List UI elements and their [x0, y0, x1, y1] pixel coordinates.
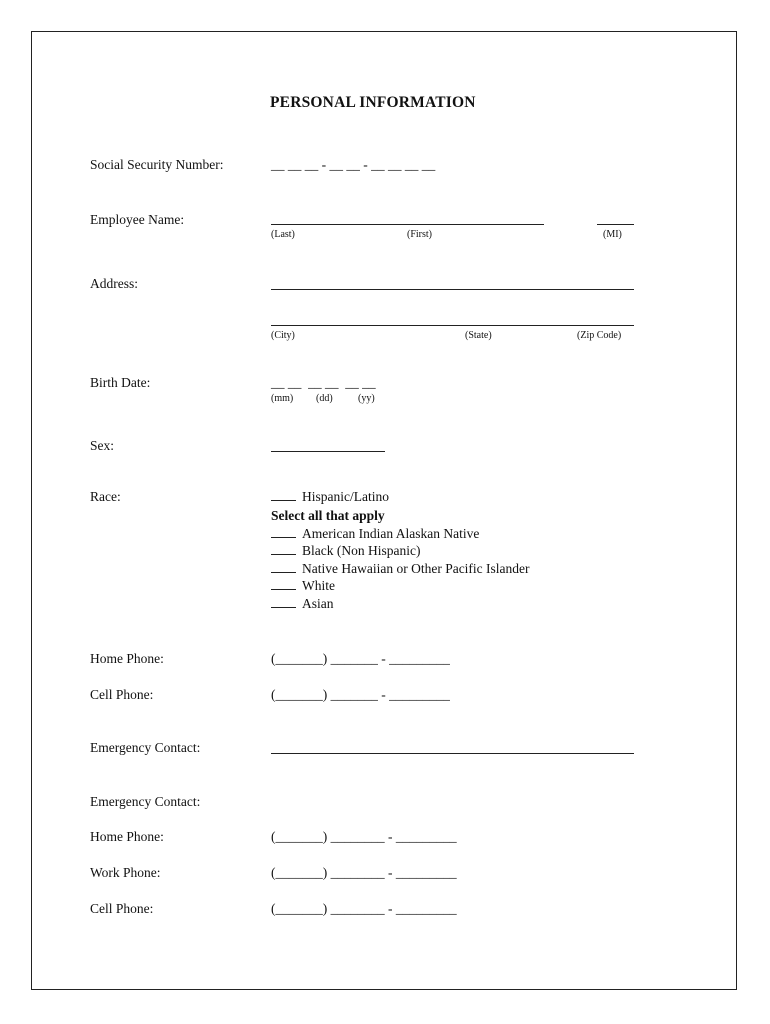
first-caption: (First) — [407, 229, 432, 240]
race-select-note: Select all that apply — [271, 508, 385, 523]
city-caption: (City) — [271, 330, 295, 341]
emergency-contact-2-label: Emergency Contact: — [90, 794, 201, 809]
race-checkbox-line[interactable] — [271, 561, 296, 573]
cell-phone-field[interactable]: (_______) _______ - _________ — [271, 687, 450, 702]
race-checkbox-line[interactable] — [271, 543, 296, 555]
zip-caption: (Zip Code) — [577, 330, 622, 341]
race-checkbox-line[interactable] — [271, 596, 296, 608]
employee-mi-line[interactable] — [597, 224, 634, 225]
last-caption: (Last) — [271, 229, 295, 240]
race-option-white[interactable] — [271, 577, 335, 595]
sex-label: Sex: — [90, 438, 115, 453]
race-option-label: Black (Non Hispanic) — [302, 543, 421, 558]
ec-work-phone-field[interactable]: (_______) ________ - _________ — [271, 865, 457, 880]
ec-cell-phone-label: Cell Phone: — [90, 901, 154, 916]
employee-name-line[interactable] — [271, 224, 544, 225]
birth-date-field[interactable]: __ __ __ __ __ __ — [271, 375, 376, 390]
mm-caption: (mm) — [271, 393, 294, 404]
race-checkbox-line[interactable] — [271, 578, 296, 590]
address-line-1[interactable] — [271, 289, 634, 290]
race-option-label: Hispanic/Latino — [302, 489, 389, 504]
ec-home-phone-field[interactable]: (_______) ________ - _________ — [271, 829, 457, 844]
ssn-field[interactable]: __ __ __ - __ __ - __ __ __ __ — [271, 157, 436, 172]
home-phone-label: Home Phone: — [90, 651, 164, 666]
race-option-label: Asian — [302, 596, 334, 611]
ssn-label: Social Security Number: — [90, 157, 224, 172]
form-title: PERSONAL INFORMATION — [270, 94, 476, 111]
sex-line[interactable] — [271, 451, 385, 452]
race-option-black[interactable] — [271, 542, 420, 560]
race-label: Race: — [90, 489, 121, 504]
employee-name-label: Employee Name: — [90, 212, 185, 227]
home-phone-field[interactable]: (_______) _______ - _________ — [271, 651, 450, 666]
race-option-hispanic[interactable] — [271, 488, 389, 506]
race-option-native-hawaiian[interactable] — [271, 560, 530, 578]
race-option-american-indian[interactable] — [271, 525, 479, 543]
ec-work-phone-label: Work Phone: — [90, 865, 161, 880]
race-option-label: Native Hawaiian or Other Pacific Islander — [302, 561, 530, 576]
yy-caption: (yy) — [358, 393, 375, 404]
ec-home-phone-label: Home Phone: — [90, 829, 164, 844]
race-option-asian[interactable] — [271, 595, 334, 613]
dd-caption: (dd) — [316, 393, 333, 404]
race-checkbox-line[interactable] — [271, 526, 296, 538]
birth-date-label: Birth Date: — [90, 375, 151, 390]
state-caption: (State) — [465, 330, 492, 341]
ec-cell-phone-field[interactable]: (_______) ________ - _________ — [271, 901, 457, 916]
race-option-label: White — [302, 578, 335, 593]
cell-phone-label: Cell Phone: — [90, 687, 154, 702]
emergency-contact-line[interactable] — [271, 753, 634, 754]
race-checkbox-line[interactable] — [271, 489, 296, 501]
address-line-2[interactable] — [271, 325, 634, 326]
race-option-label: American Indian Alaskan Native — [302, 526, 480, 541]
address-label: Address: — [90, 276, 138, 291]
emergency-contact-label: Emergency Contact: — [90, 740, 201, 755]
mi-caption: (MI) — [603, 229, 622, 240]
